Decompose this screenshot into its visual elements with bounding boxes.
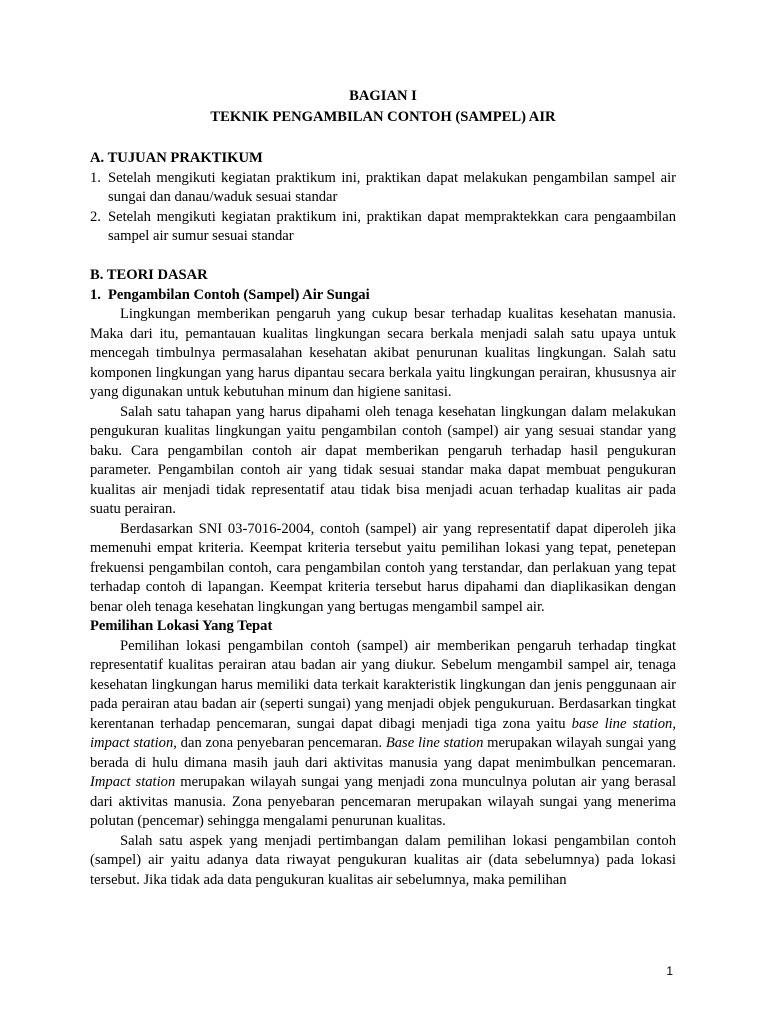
paragraph: Berdasarkan SNI 03-7016-2004, contoh (sampel) air yang representatif dapat diperoleh jika memenuhi empat kriteria. Keempat kriteria tersebut yaitu pemilihan lokasi yang tepat, penetepan frekuensi pengambilan contoh, cara pengambilan contoh yang terstandar, dan perlakuan yang tepat terhadap contoh di lapangan. Keempat kriteria tersebut harus dipahami dan diaplikasikan dengan benar oleh tenaga kesehatan lingkungan yang bertugas mengambil sampel air.: [90, 520, 676, 615]
document-part-title: BAGIAN I: [349, 88, 417, 104]
section-a-heading: A. TUJUAN PRAKTIKUM: [90, 150, 263, 166]
subsection-number: 1.: [90, 286, 101, 303]
italic-term: Impact station: [90, 774, 176, 790]
objectives-list: [90, 169, 676, 247]
document-page: [90, 86, 676, 890]
italic-term: base line station: [571, 715, 673, 732]
spacer: [90, 247, 676, 267]
paragraph: Salah satu aspek yang menjadi pertimbangan dalam pemilihan lokasi pengambilan contoh (sampel) air yaitu adanya data riwayat pengukuran kualitas air (data sebelumnya) pada lokasi tersebut. Jika tidak ada data pengukuran kualitas air sebelumnya, maka pemilihan: [90, 832, 676, 888]
italic-term: Base line station: [385, 735, 484, 751]
list-item-number: 2.: [90, 208, 101, 225]
paragraph: [90, 637, 676, 832]
subsection-title: Pengambilan Contoh (Sampel) Air Sungai: [108, 286, 370, 303]
list-item: [90, 169, 676, 208]
text-run: merupakan wilayah sungai yang menjadi zona munculnya polutan air yang berasal dari aktivitas manusia. Zona penyebaran pencemaran merupakan wilayah sungai yang menerima polutan (pencemar) sehingga mengalami penurunan kualitas.: [90, 774, 676, 829]
section-b-heading: B. TEORI DASAR: [90, 267, 208, 283]
subsection-1-heading: [90, 286, 676, 306]
spacer: [90, 128, 676, 149]
text-run: Pemilihan lokasi pengambilan contoh (sampel) air memberikan pengaruh terhadap tingkat representatif kualitas perairan atau badan air yang diukur. Sebelum mengambil sampel air, tenaga kesehatan lingkungan harus memiliki data terkait karakteristik lingkungan dan jenis penggunaan air pada perairan atau badan air (seperti sungai) yang menjadi objek pengukuruan. Berdasarkan tingkat kerentanan terhadap pencemaran, sungai dapat dibagi menjadi tiga zona yaitu: [90, 637, 676, 732]
italic-term: impact station: [90, 735, 174, 751]
list-item-text: Setelah mengikuti kegiatan praktikum ini, praktikan dapat melakukan pengambilan sampel air sungai dan danau/waduk sesuai standar: [108, 169, 676, 205]
text-run: , dan zona penyebaran pencemaran.: [173, 735, 386, 751]
page-number: 1: [666, 964, 673, 978]
document-main-title: TEKNIK PENGAMBILAN CONTOH (SAMPEL) AIR: [210, 109, 556, 125]
list-item-text: Setelah mengikuti kegiatan praktikum ini, praktikan dapat mempraktekkan cara pengaambilan sampel air sumur sesuai standar: [108, 208, 676, 244]
subsection-2-heading: Pemilihan Lokasi Yang Tepat: [90, 618, 273, 634]
text-run: merupakan wilayah sungai yang berada di hulu dimana masih jauh dari aktivitas manusia yang dapat menimbulkan pencemaran.: [90, 735, 677, 771]
list-item: [90, 208, 676, 247]
paragraph: Lingkungan memberikan pengaruh yang cukup besar terhadap kualitas kesehatan manusia. Maka dari itu, pemantauan kualitas lingkungan secara berkala menjadi salah satu upaya untuk mencegah timbulnya permasalahan kesehatan akibat penurunan kualitas lingkungan. Salah satu komponen lingkungan yang harus dipantau secara berkala yaitu lingkungan perairan, khususnya air yang digunakan untuk kebutuhan minum dan higiene sanitasi.: [90, 306, 676, 400]
list-item-number: 1.: [90, 169, 101, 186]
paragraph: Salah satu tahapan yang harus dipahami oleh tenaga kesehatan lingkungan dalam melakukan pengukuran kualitas lingkungan yaitu pengambilan contoh (sampel) air yang sesuai standar yang baku. Cara pengambilan contoh air dapat memberikan pengaruh terhadap hasil pengukuran parameter. Pengambilan contoh air yang tidak sesuai standar maka dapat membuat pengukuran kualitas air menjadi tidak representatif atau tidak bisa menjadi acuan terhadap kualitas air pada suatu perairan.: [90, 403, 676, 517]
text-run: ,: [672, 715, 676, 732]
